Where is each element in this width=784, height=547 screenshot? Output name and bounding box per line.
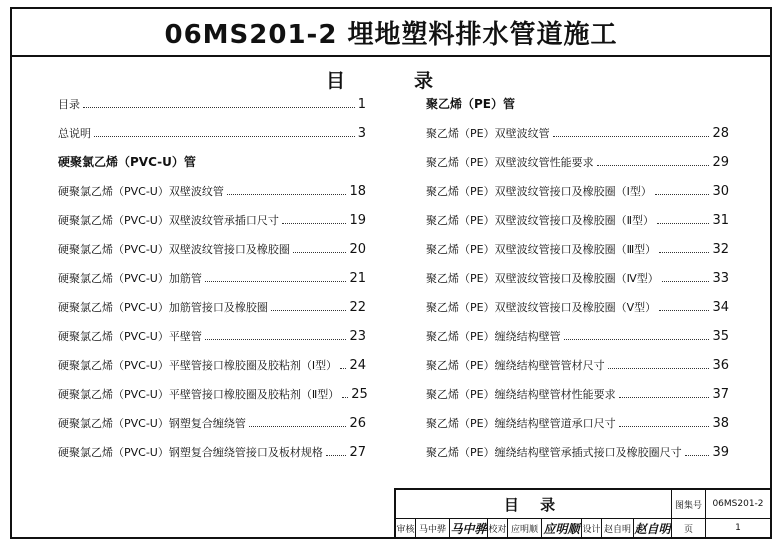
toc-entry-title: 硬聚氯乙烯（PVC-U）平壁管接口橡胶圈及胶粘剂（Ⅰ型） (58, 359, 338, 372)
check-label: 校对 (488, 524, 507, 535)
toc-entry-leader-dots (94, 136, 355, 137)
toc-entry[interactable] (426, 179, 729, 199)
toc-entry-page-number: 36 (712, 358, 729, 373)
toc-entry[interactable] (426, 121, 729, 141)
toc-entry-leader-dots (205, 339, 347, 340)
toc-entry-page-number: 24 (349, 358, 366, 373)
toc-entry-page-number: 27 (349, 445, 366, 460)
design-label: 设计 (582, 524, 601, 535)
reviewer-name: 马中骅 (418, 524, 446, 535)
toc-entry-title: 硬聚氯乙烯（PVC-U）钢塑复合缠绕管 (58, 417, 246, 430)
toc-entry-leader-dots (659, 252, 709, 253)
toc-entry-page-number: 21 (349, 271, 366, 286)
toc-entry[interactable] (58, 440, 366, 460)
toc-entry-leader-dots (608, 368, 710, 369)
toc-entry-title: 硬聚氯乙烯（PVC-U）双壁波纹管接口及橡胶圈 (58, 243, 290, 256)
toc-entry-page-number: 18 (349, 184, 366, 199)
review-label: 审核 (396, 524, 415, 535)
toc-entry-leader-dots (83, 107, 355, 108)
toc-entry-leader-dots (619, 397, 710, 398)
toc-entry-title: 硬聚氯乙烯（PVC-U）双壁波纹管 (58, 185, 224, 198)
toc-entry-title: 硬聚氯乙烯（PVC-U）平壁管 (58, 330, 202, 343)
designer-name: 赵自明 (603, 524, 631, 535)
designer-signature: 赵自明 (634, 521, 671, 536)
atlas-number: 06MS201-2 (712, 499, 764, 509)
toc-entry-title: 目录 (58, 98, 80, 111)
toc-entry-title: 聚乙烯（PE）双壁波纹管接口及橡胶圈（Ⅳ型） (426, 272, 659, 285)
toc-entry-leader-dots (249, 426, 347, 427)
toc-entry[interactable] (58, 179, 366, 199)
toc-entry[interactable] (58, 382, 366, 402)
toc-entry-leader-dots (271, 310, 347, 311)
toc-entry-page-number: 38 (712, 416, 729, 431)
toc-entry[interactable] (426, 324, 729, 344)
toc-entry-page-number: 31 (712, 213, 729, 228)
toc-entry-page-number: 34 (712, 300, 729, 315)
toc-heading-left: 目 (326, 70, 346, 92)
toc-entry-page-number: 26 (349, 416, 366, 431)
toc-entry-title: 硬聚氯乙烯（PVC-U）钢塑复合缠绕管接口及板材规格 (58, 446, 323, 459)
toc-entry-title: 聚乙烯（PE）双壁波纹管 (426, 127, 550, 140)
toc-entry-page-number: 30 (712, 184, 729, 199)
toc-heading-right: 录 (414, 70, 434, 92)
toc-entry-leader-dots (340, 368, 346, 369)
toc-entry-title: 硬聚氯乙烯（PVC-U）平壁管接口橡胶圈及胶粘剂（Ⅱ型） (58, 388, 340, 401)
toc-entry-leader-dots (564, 339, 710, 340)
toc-entry[interactable] (426, 440, 729, 460)
toc-entry-leader-dots (342, 397, 348, 398)
toc-entry[interactable] (58, 208, 366, 228)
toc-entry[interactable] (58, 295, 366, 315)
toc-entry[interactable] (426, 411, 729, 431)
toc-entry[interactable] (58, 353, 366, 373)
toc-entry-leader-dots (659, 310, 709, 311)
toc-entry[interactable] (426, 382, 729, 402)
toc-entry-leader-dots (293, 252, 347, 253)
toc-entry[interactable] (58, 266, 366, 286)
toc-entry-title: 聚乙烯（PE）双壁波纹管性能要求 (426, 156, 594, 169)
toc-entry-leader-dots (685, 455, 710, 456)
toc-entry-page-number: 32 (712, 242, 729, 257)
toc-entry-leader-dots (282, 223, 347, 224)
toc-entry[interactable] (426, 150, 729, 170)
title-block-title: 目 录 (503, 495, 564, 514)
page-label: 页 (683, 524, 693, 535)
toc-entry-title: 聚乙烯（PE）双壁波纹管接口及橡胶圈（Ⅱ型） (426, 214, 654, 227)
checker-name: 应明顺 (510, 524, 538, 535)
toc-entry[interactable] (58, 324, 366, 344)
toc-entry-leader-dots (662, 281, 710, 282)
toc-entry-title: 硬聚氯乙烯（PVC-U）加筋管 (58, 272, 202, 285)
toc-entry-title: 硬聚氯乙烯（PVC-U）加筋管接口及橡胶圈 (58, 301, 268, 314)
toc-entry-page-number: 33 (712, 271, 729, 286)
toc-entry-page-number: 35 (712, 329, 729, 344)
toc-entry-page-number: 22 (349, 300, 366, 315)
toc-entry-leader-dots (553, 136, 710, 137)
toc-section-heading: 硬聚氯乙烯（PVC-U）管 (58, 155, 196, 169)
toc-entry-page-number: 1 (357, 97, 366, 112)
toc-entry-page-number: 20 (349, 242, 366, 257)
page-number: 1 (735, 523, 741, 533)
toc-entry-page-number: 19 (349, 213, 366, 228)
toc-entry-page-number: 37 (712, 387, 729, 402)
toc-entry-page-number: 25 (351, 387, 368, 402)
toc-entry-title: 聚乙烯（PE）缠绕结构壁管道承口尺寸 (426, 417, 616, 430)
atlas-number-label: 图集号 (674, 500, 702, 511)
reviewer-signature: 马中骅 (450, 521, 487, 536)
toc-entry-title: 硬聚氯乙烯（PVC-U）双壁波纹管承插口尺寸 (58, 214, 279, 227)
toc-entry-leader-dots (597, 165, 710, 166)
toc-entry[interactable] (58, 237, 366, 257)
toc-entry[interactable] (426, 208, 729, 228)
toc-entry-title: 聚乙烯（PE）缠绕结构壁管承插式接口及橡胶圈尺寸 (426, 446, 682, 459)
toc-entry-leader-dots (655, 194, 710, 195)
toc-entry-page-number: 29 (712, 155, 729, 170)
toc-entry[interactable] (58, 121, 366, 141)
toc-entry-page-number: 39 (712, 445, 729, 460)
toc-entry-page-number: 28 (712, 126, 729, 141)
toc-entry-page-number: 23 (349, 329, 366, 344)
toc-entry-leader-dots (619, 426, 710, 427)
toc-entry[interactable] (426, 353, 729, 373)
checker-signature: 应明顺 (543, 521, 580, 536)
drawing-header (10, 7, 772, 57)
toc-entry-title: 聚乙烯（PE）双壁波纹管接口及橡胶圈（Ⅰ型） (426, 185, 652, 198)
toc-entry-title: 聚乙烯（PE）缠绕结构壁管 (426, 330, 561, 343)
toc-entry-leader-dots (205, 281, 347, 282)
toc-entry[interactable] (426, 237, 729, 257)
toc-entry[interactable] (58, 92, 366, 112)
toc-entry-leader-dots (227, 194, 347, 195)
toc-section-heading: 聚乙烯（PE）管 (426, 97, 515, 111)
toc-entry-leader-dots (326, 455, 347, 456)
page-title: 06MS201-2 埋地塑料排水管道施工 (164, 19, 618, 50)
title-block (394, 488, 772, 539)
toc-entry-title: 聚乙烯（PE）缠绕结构壁管材性能要求 (426, 388, 616, 401)
toc-entry[interactable] (426, 266, 729, 286)
toc-entry-title: 聚乙烯（PE）双壁波纹管接口及橡胶圈（Ⅴ型） (426, 301, 657, 314)
toc-entry-page-number: 3 (357, 126, 366, 141)
toc-entry-title: 总说明 (58, 127, 91, 140)
toc-entry-title: 聚乙烯（PE）双壁波纹管接口及橡胶圈（Ⅲ型） (426, 243, 657, 256)
toc-entry[interactable] (58, 411, 366, 431)
toc-entry-leader-dots (657, 223, 709, 224)
toc-entry-title: 聚乙烯（PE）缠绕结构壁管管材尺寸 (426, 359, 605, 372)
toc-entry[interactable] (426, 295, 729, 315)
